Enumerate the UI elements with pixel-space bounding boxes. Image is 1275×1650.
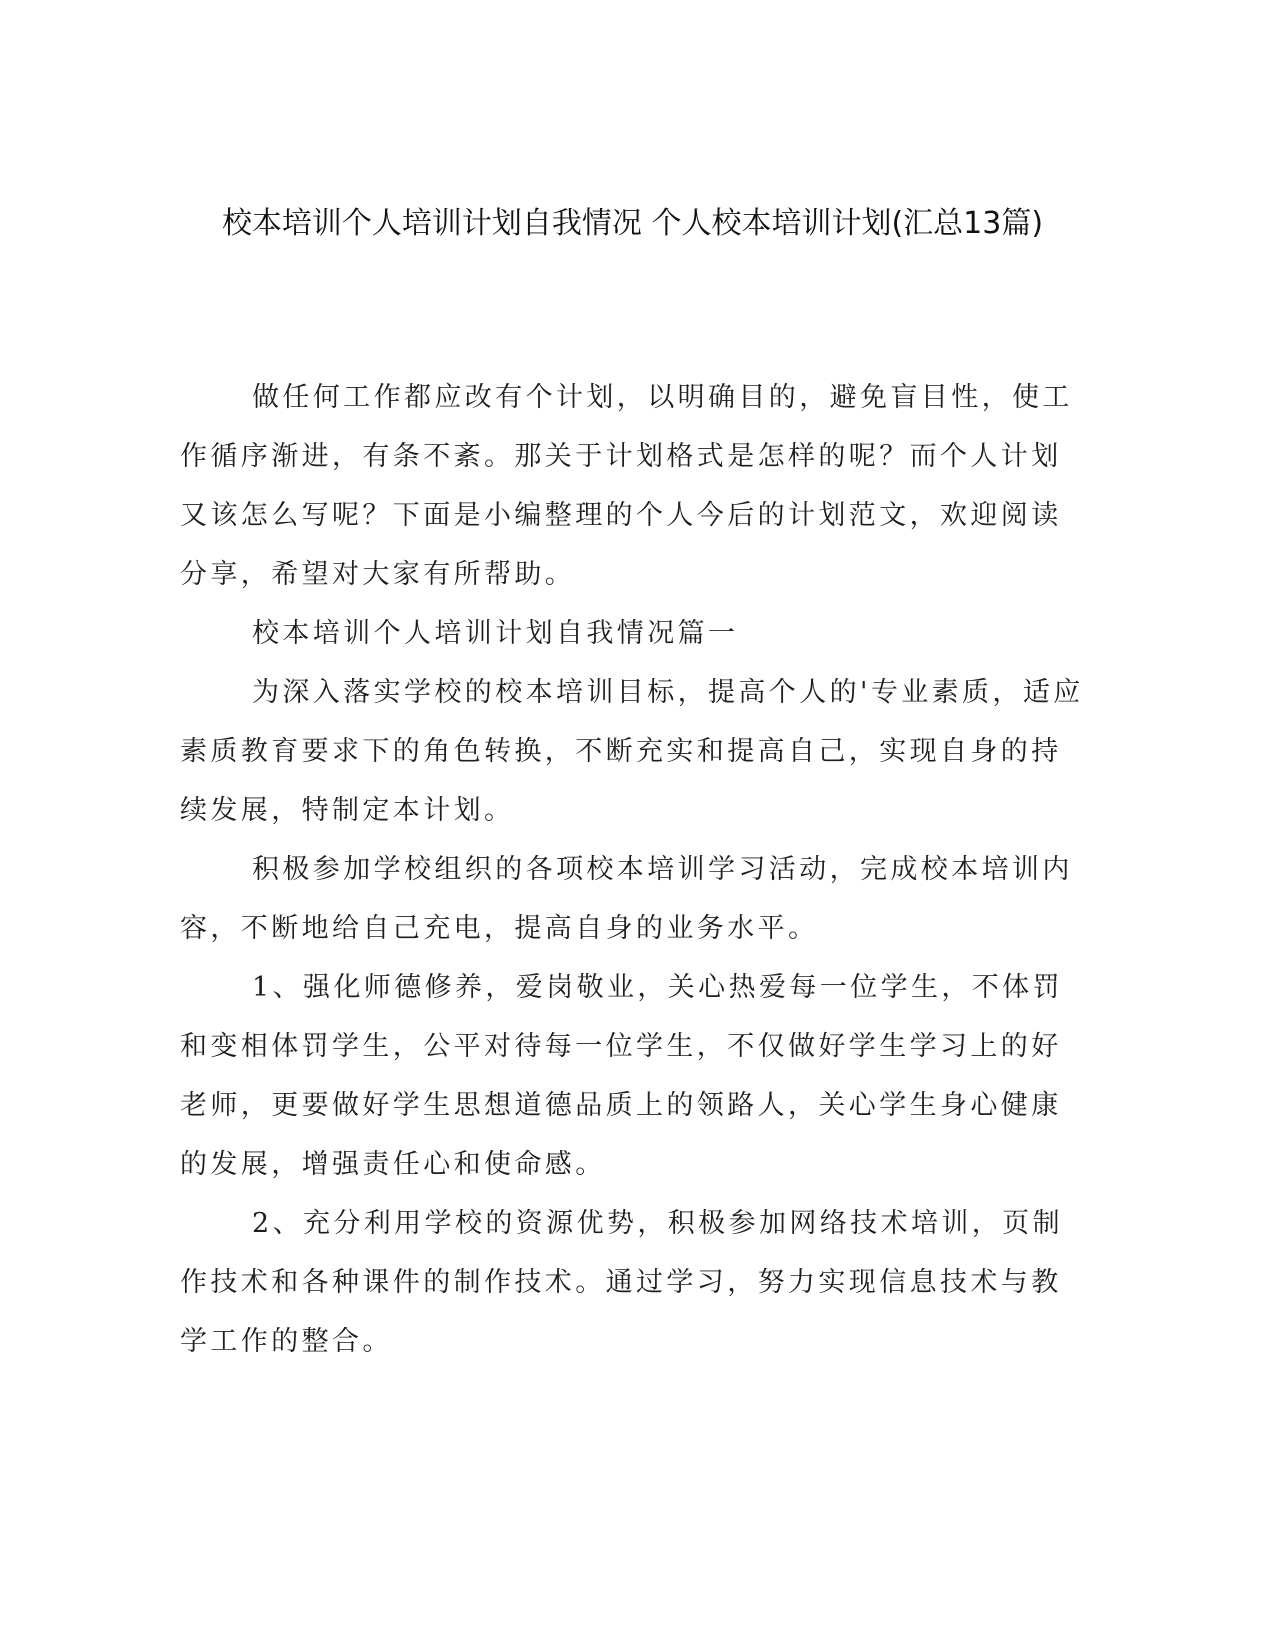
- list-item-paragraph: 2、充分利用学校的资源优势，积极参加网络技术培训，页制作技术和各种课件的制作技术。通过学习，努力实现信息技术与教学工作的整合。: [180, 1208, 1063, 1357]
- intro-paragraph: 做任何工作都应改有个计划，以明确目的，避免盲目性，使工作循序渐进，有条不紊。那关于计划格式是怎样的呢？而个人计划又该怎么写呢？下面是小编整理的个人今后的计划范文，欢迎阅读分享，希望对大家有所帮助。: [180, 382, 1073, 590]
- body-paragraph: 为深入落实学校的校本培训目标，提高个人的'专业素质，适应素质教育要求下的角色转换，不断充实和提高自己，实现自身的持续发展，特制定本计划。: [180, 677, 1084, 826]
- list-item-paragraph: 1、强化师德修养，爱岗敬业，关心热爱每一位学生，不体罚和变相体罚学生，公平对待每一位学生，不仅做好学生学习上的好老师，更要做好学生思想道德品质上的领路人，关心学生身心健康的发展，增强责任心和使命感。: [180, 972, 1063, 1180]
- body-paragraph: 积极参加学校组织的各项校本培训学习活动，完成校本培训内容，不断地给自己充电，提高自身的业务水平。: [180, 854, 1073, 944]
- section-heading: 校本培训个人培训计划自我情况篇一: [252, 618, 739, 649]
- document-body: [180, 368, 1085, 1371]
- document-title: 校本培训个人培训计划自我情况 个人校本培训计划(汇总13篇): [221, 206, 1044, 241]
